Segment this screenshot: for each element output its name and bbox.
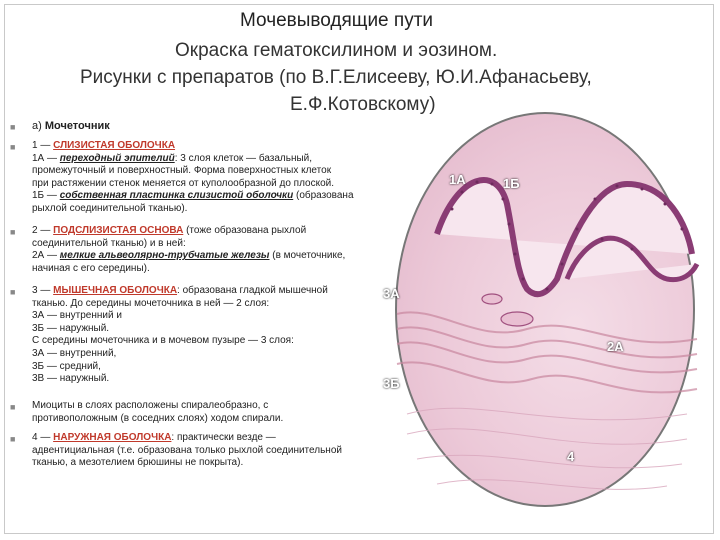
line-text: тканью, а мезотелием брюшины не покрыта). <box>32 457 244 469</box>
adventitia-heading: НАРУЖНАЯ ОБОЛОЧКА <box>53 432 172 443</box>
line-text: начиная с его середины). <box>32 262 150 274</box>
line-text: Миоциты в слоях расположены спиралеобразно, с <box>32 400 269 411</box>
line-text: рыхлой соединительной тканью). <box>32 202 188 214</box>
item-lead: 3 — <box>32 285 54 296</box>
line-text: (в мочеточнике, <box>269 250 346 262</box>
item-prefix: а) <box>32 120 45 132</box>
item-heading: Мочеточник <box>44 120 110 132</box>
item-lead: 1 — <box>32 140 54 151</box>
line-text: 3А — внутренний и <box>32 310 122 322</box>
line-text: 3В — наружный. <box>32 373 110 385</box>
bullet-icon: ■ <box>10 227 16 237</box>
line-prefix: 1Б — <box>32 190 60 202</box>
micrograph-drawing <box>383 112 695 507</box>
mucosa-heading: СЛИЗИСТАЯ ОБОЛОЧКА <box>53 140 176 151</box>
term-transitional-epithelium: переходный эпителий <box>59 152 175 164</box>
item-lead: 4 — <box>32 432 54 443</box>
muscularis-heading: МЫШЕЧНАЯ ОБОЛОЧКА <box>53 285 178 296</box>
bullet-icon: ■ <box>10 142 16 152</box>
line-text: : образована гладкой мышечной <box>177 285 328 296</box>
bullet-icon: ■ <box>10 122 16 132</box>
line-text: тканью. До середины мочеточника в ней — 2 слоя: <box>32 297 270 309</box>
line-text: адвентициальная (т.е. образована только рыхлой соединительной <box>32 444 342 456</box>
submucosa-heading: ПОДСЛИЗИСТАЯ ОСНОВА <box>53 225 184 236</box>
bullet-icon: ■ <box>10 434 16 444</box>
line-text: (тоже образована рыхлой <box>183 225 307 236</box>
label-3a: 3А <box>383 286 400 301</box>
line-text: : 3 слоя клеток — базальный, <box>174 152 313 164</box>
tissue-illustration <box>397 114 697 509</box>
line-text: 3Б — наружный. <box>32 322 110 334</box>
bullet-icon: ■ <box>10 402 16 412</box>
label-1a: 1А <box>449 172 466 187</box>
line-text: при растяжении стенок меняется от куполообразной до плоской. <box>32 177 335 189</box>
term-lamina-propria: собственная пластинка слизистой оболочки <box>59 190 294 202</box>
item-lead: 2 — <box>32 225 54 236</box>
line-prefix: 1А — <box>32 152 60 164</box>
line-text: 3Б — средний, <box>32 360 101 372</box>
line-text: : практически везде — <box>171 432 276 443</box>
label-4: 4 <box>567 449 575 464</box>
line-text: противоположным (в соседних слоях) ходом спирали. <box>32 412 284 424</box>
slide-subtitle-stain: Окраска гематоксилином и эозином. <box>175 40 498 61</box>
line-text: соединительной тканью) и в ней: <box>32 237 186 249</box>
label-3b: 3Б <box>383 376 400 391</box>
slide-subtitle-authors: Е.Ф.Котовскому) <box>290 94 436 115</box>
slide-subtitle-source: Рисунки с препаратов (по В.Г.Елисееву, Ю.И.Афанасьеву, <box>80 67 592 88</box>
line-prefix: 2А — <box>32 250 60 262</box>
bullet-icon: ■ <box>10 287 16 297</box>
term-glands: мелкие альвеолярно-трубчатые железы <box>59 250 270 262</box>
label-2a: 2А <box>607 339 624 354</box>
line-text: 3А — внутренний, <box>32 347 117 359</box>
line-text: С середины мочеточника и в мочевом пузыре — 3 слоя: <box>32 335 294 347</box>
line-text: промежуточный и поверхностный. Форма поверхностных клеток <box>32 165 332 177</box>
slide-title: Мочевыводящие пути <box>240 10 434 31</box>
label-1b: 1Б <box>503 176 520 191</box>
line-text: (образована <box>293 190 354 202</box>
